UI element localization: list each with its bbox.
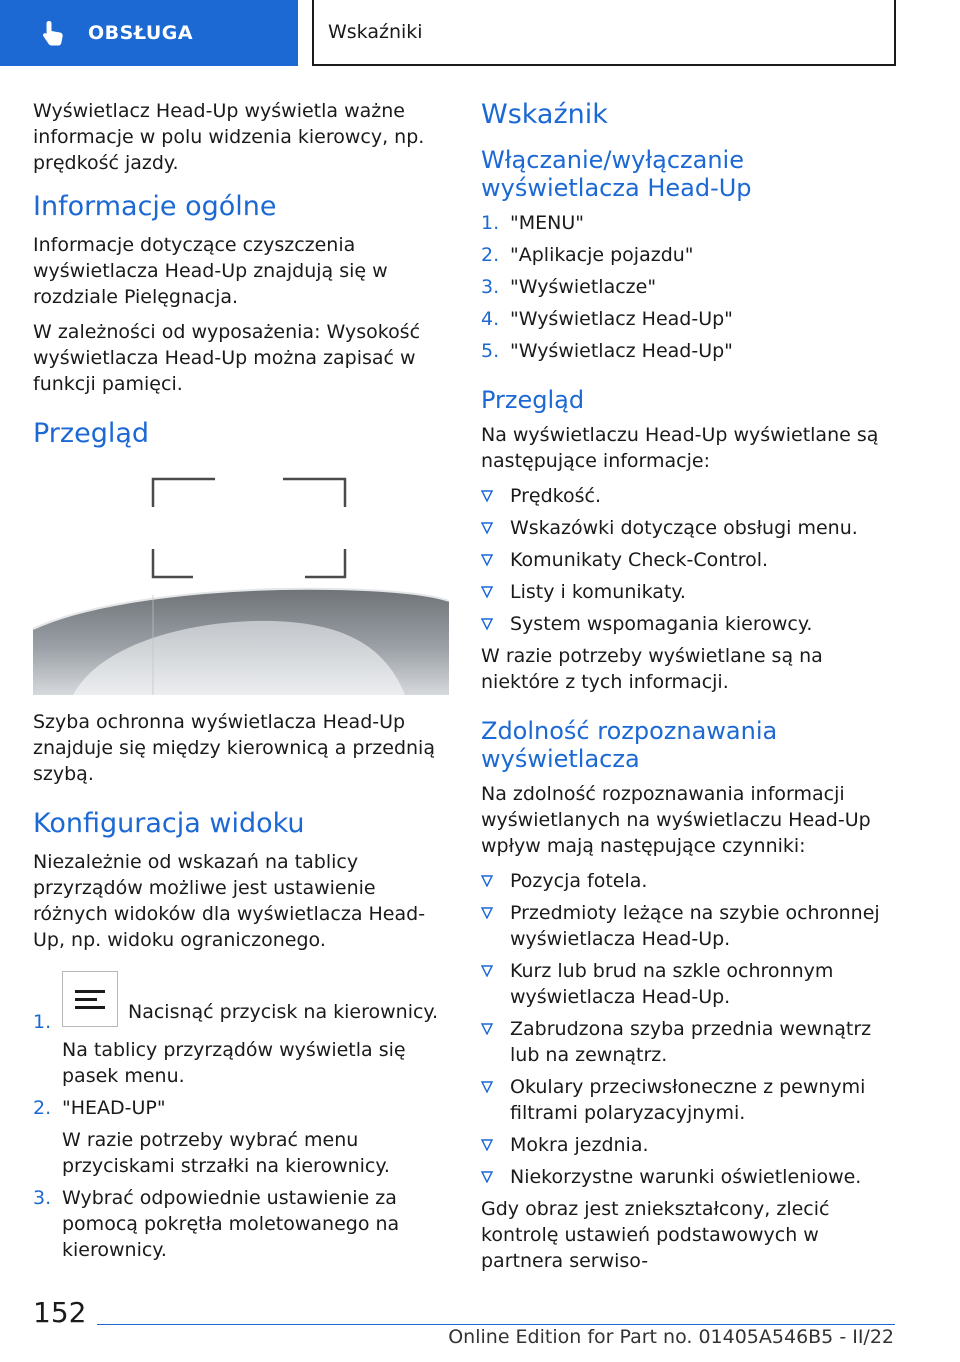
list-item xyxy=(481,868,897,894)
onoff-heading: Włączanie/wyłączanie wyświetlacza Head-Up xyxy=(481,146,752,202)
step-number: 1. xyxy=(33,1011,52,1033)
photo-caption: Szyba ochronna wyświetlacza Head-Up znajduje się między kierownicą a przednią szybą. xyxy=(33,711,435,785)
overview-heading-left: Przegląd xyxy=(33,418,150,449)
config-steps-list xyxy=(33,1095,449,1121)
list-item-text: Niekorzystne warunki oświetleniowe. xyxy=(510,1166,862,1188)
step-subtext: Na tablicy przyrządów wyświetla się pasek menu. xyxy=(62,1039,406,1087)
step-text: "Wyświetlacz Head-Up" xyxy=(510,308,733,330)
list-item-text: Przedmioty leżące na szybie ochronnej wyświetlacza Head-Up. xyxy=(510,902,880,950)
chapter-title: Wskaźniki xyxy=(312,0,896,66)
general-paragraph-2: W zależności od wyposażenia: Wysokość wyświetlacza Head-Up można zapisać w funkcji pamięci. xyxy=(33,321,421,395)
triangle-bullet-icon xyxy=(481,1171,493,1183)
general-heading: Informacje ogólne xyxy=(33,191,277,222)
visibility-list xyxy=(481,868,897,1190)
list-item-text: Zabrudzona szyba przednia wewnątrz lub na zewnątrz. xyxy=(510,1018,872,1066)
list-item xyxy=(481,958,897,1010)
list-item xyxy=(481,900,897,952)
list-item-text: Komunikaty Check-Control. xyxy=(510,549,769,571)
list-item xyxy=(481,515,897,541)
config-paragraph: Niezależnie od wskazań na tablicy przyrządów możliwe jest ustawienie różnych widoków dla wyświetlacza Head-Up, np. widoku ograniczonego. xyxy=(33,851,426,951)
step-subtext: W razie potrzeby wybrać menu przyciskami strzałki na kierownicy. xyxy=(62,1129,390,1177)
visibility-heading: Zdolność rozpoznawania wyświetlacza xyxy=(481,717,778,773)
visibility-note: Gdy obraz jest zniekształcony, zlecić kontrolę ustawień podstawowych w partnera serwiso- xyxy=(481,1198,830,1272)
overview-paragraph: Na wyświetlaczu Head-Up wyświetlane są następujące informacje: xyxy=(481,424,879,472)
step-text: "Wyświetlacz Head-Up" xyxy=(510,340,733,362)
step-text: "HEAD-UP" xyxy=(62,1097,166,1119)
list-item xyxy=(481,1164,897,1190)
step-number: 3. xyxy=(33,1187,52,1209)
triangle-bullet-icon xyxy=(481,618,493,630)
triangle-bullet-icon xyxy=(481,586,493,598)
list-item xyxy=(481,1074,897,1126)
edition-footer: Online Edition for Part no. 01405A546B5 - II/22 xyxy=(448,1326,894,1348)
list-item-text: Okulary przeciwsłoneczne z pewnymi filtrami polaryzacyjnymi. xyxy=(510,1076,866,1124)
list-item-text: Kurz lub brud na szkle ochronnym wyświetlacza Head-Up. xyxy=(510,960,834,1008)
step-text: Wybrać odpowiednie ustawienie za pomocą pokrętła moletowanego na kierownicy. xyxy=(62,1187,400,1261)
page-number: 152 xyxy=(33,1296,87,1329)
list-item xyxy=(481,611,897,637)
onoff-step xyxy=(481,242,897,268)
list-item xyxy=(481,1016,897,1068)
onoff-step xyxy=(481,338,897,364)
list-item-text: Pozycja fotela. xyxy=(510,870,648,892)
step-text: "Wyświetlacze" xyxy=(510,276,657,298)
triangle-bullet-icon xyxy=(481,1023,493,1035)
triangle-bullet-icon xyxy=(481,907,493,919)
list-item xyxy=(481,1132,897,1158)
hand-pointer-icon xyxy=(40,19,68,47)
right-column xyxy=(481,98,897,1283)
overview-list xyxy=(481,483,897,637)
intro-paragraph: Wyświetlacz Head-Up wyświetla ważne informacje w polu widzenia kierowcy, np. prędkość jazdy. xyxy=(33,100,425,174)
overview-heading-right: Przegląd xyxy=(481,386,585,414)
list-item-text: Prędkość. xyxy=(510,485,602,507)
list-item-text: Mokra jezdnia. xyxy=(510,1134,649,1156)
triangle-bullet-icon xyxy=(481,965,493,977)
list-item xyxy=(481,579,897,605)
step-number: 4. xyxy=(481,308,500,330)
list-item xyxy=(481,483,897,509)
left-column xyxy=(33,98,449,1269)
onoff-step xyxy=(481,274,897,300)
visibility-paragraph: Na zdolność rozpoznawania informacji wyświetlanych na wyświetlaczu Head-Up wpływ mają następujące czynniki: xyxy=(481,783,871,857)
list-item-text: System wspomagania kierowcy. xyxy=(510,613,813,635)
step-number: 2. xyxy=(33,1097,52,1119)
step-text: "MENU" xyxy=(510,212,584,234)
indicator-heading: Wskaźnik xyxy=(481,99,608,130)
step-text: "Aplikacje pojazdu" xyxy=(510,244,694,266)
onoff-step xyxy=(481,210,897,236)
section-label: OBSŁUGA xyxy=(88,22,194,44)
config-step-3 xyxy=(33,1185,449,1263)
step-number: 1. xyxy=(481,212,500,234)
triangle-bullet-icon xyxy=(481,522,493,534)
triangle-bullet-icon xyxy=(481,875,493,887)
hud-protective-glass-photo xyxy=(33,469,449,695)
onoff-steps-list xyxy=(481,210,897,364)
triangle-bullet-icon xyxy=(481,490,493,502)
list-item-text: Listy i komunikaty. xyxy=(510,581,686,603)
step-text: Nacisnąć przycisk na kierownicy. xyxy=(128,1001,439,1023)
triangle-bullet-icon xyxy=(481,554,493,566)
config-steps-list-cont xyxy=(33,1185,449,1263)
section-tab[interactable] xyxy=(0,0,298,66)
list-item xyxy=(481,547,897,573)
config-step-1 xyxy=(33,971,449,1031)
menu-button-icon xyxy=(62,971,118,1027)
overview-note: W razie potrzeby wyświetlane są na niektóre z tych informacji. xyxy=(481,645,823,693)
triangle-bullet-icon xyxy=(481,1139,493,1151)
step-number: 2. xyxy=(481,244,500,266)
step-number: 3. xyxy=(481,276,500,298)
config-heading: Konfiguracja widoku xyxy=(33,808,305,839)
step-number: 5. xyxy=(481,340,500,362)
list-item-text: Wskazówki dotyczące obsługi menu. xyxy=(510,517,858,539)
triangle-bullet-icon xyxy=(481,1081,493,1093)
onoff-step xyxy=(481,306,897,332)
config-step-2 xyxy=(33,1095,449,1121)
general-paragraph-1: Informacje dotyczące czyszczenia wyświetlacza Head-Up znajdują się w rozdziale Pielęgnacja. xyxy=(33,234,388,308)
footer-divider xyxy=(97,1324,895,1325)
